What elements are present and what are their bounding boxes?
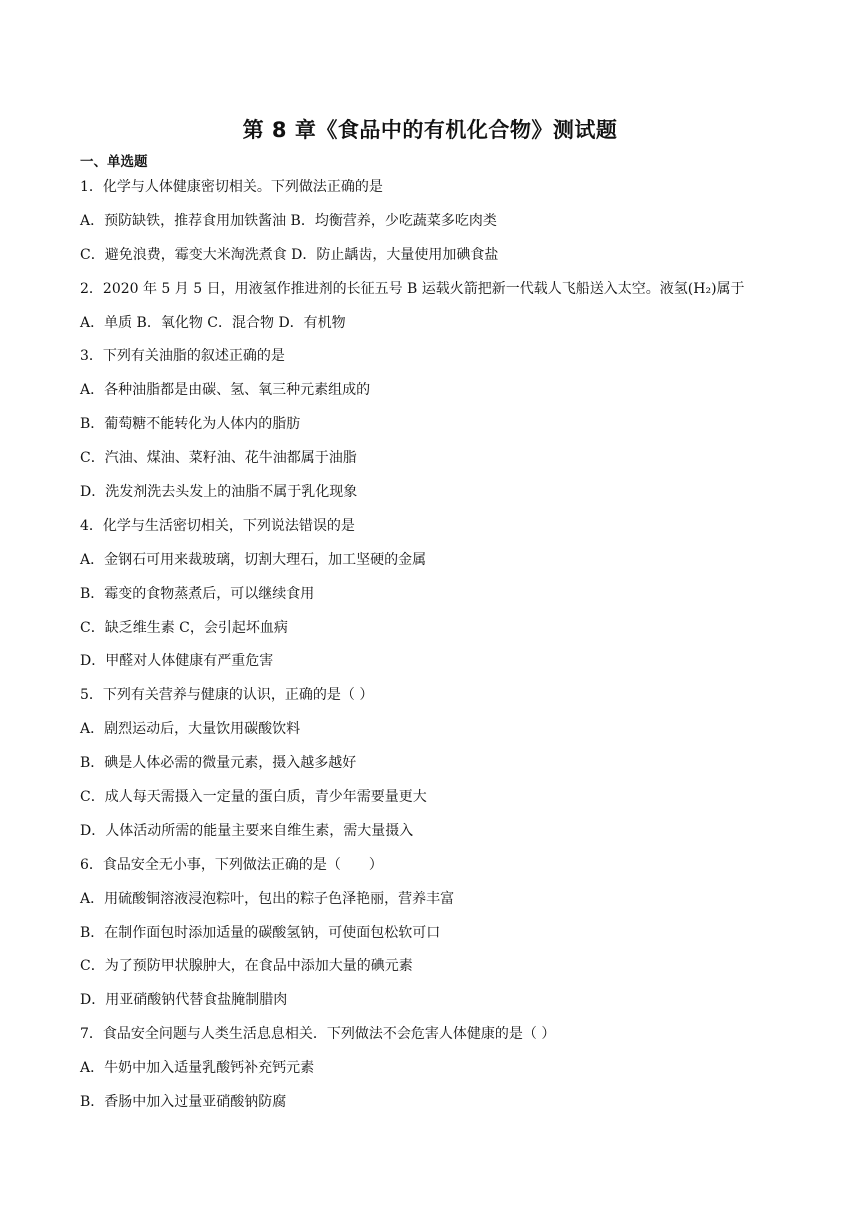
question-stem: 3．下列有关油脂的叙述正确的是: [80, 348, 285, 365]
answer-option: C．为了预防甲状腺肿大，在食品中添加大量的碘元素: [80, 958, 413, 975]
question-list: [80, 176, 780, 1125]
answer-option: A．单质 B．氧化物 C．混合物 D．有机物: [80, 314, 346, 331]
answer-option: C．缺乏维生素 C，会引起坏血病: [80, 619, 288, 636]
question-stem: 4．化学与生活密切相关，下列说法错误的是: [80, 517, 355, 534]
answer-option: A．牛奶中加入适量乳酸钙补充钙元素: [80, 1060, 315, 1077]
question-stem: 5．下列有关营养与健康的认识，正确的是（ ）: [80, 687, 374, 704]
answer-option: B．霉变的食物蒸煮后，可以继续食用: [80, 585, 315, 602]
answer-option: A．用硫酸铜溶液浸泡粽叶，包出的粽子色泽艳丽，营养丰富: [80, 890, 455, 907]
answer-option: A．剧烈运动后，大量饮用碳酸饮料: [80, 721, 301, 738]
answer-option: D．洗发剂洗去头发上的油脂不属于乳化现象: [80, 484, 358, 501]
section-heading: 一、单选题: [80, 154, 148, 170]
page-title: 第 8 章《食品中的有机化合物》测试题: [242, 118, 618, 142]
answer-option: B．葡萄糖不能转化为人体内的脂肪: [80, 416, 301, 433]
answer-option: C．避免浪费，霉变大米淘洗煮食 D．防止龋齿，大量使用加碘食盐: [80, 246, 499, 263]
answer-option: B．碘是人体必需的微量元素，摄入越多越好: [80, 755, 357, 772]
question-stem: 6．食品安全无小事，下列做法正确的是（ ）: [80, 856, 383, 873]
answer-option: D．人体活动所需的能量主要来自维生素，需大量摄入: [80, 822, 414, 839]
answer-option: A．金钢石可用来裁玻璃，切割大理石，加工坚硬的金属: [80, 551, 427, 568]
answer-option: C．成人每天需摄入一定量的蛋白质，青少年需要量更大: [80, 789, 427, 806]
answer-option: B．香肠中加入过量亚硝酸钠防腐: [80, 1094, 287, 1111]
answer-option: D．甲醛对人体健康有严重危害: [80, 653, 274, 670]
answer-option: A．预防缺铁，推荐食用加铁酱油 B．均衡营养，少吃蔬菜多吃肉类: [80, 212, 497, 229]
question-stem: 7．食品安全问题与人类生活息息相关．下列做法不会危害人体健康的是（ ）: [80, 1026, 556, 1043]
answer-option: D．用亚硝酸钠代替食盐腌制腊肉: [80, 992, 288, 1009]
question-stem: 1．化学与人体健康密切相关。下列做法正确的是: [80, 179, 383, 195]
question-stem: 2．2020 年 5 月 5 日，用液氢作推进剂的长征五号 B 运载火箭把新一代载人飞船送入太空。液氢(H₂)属于: [80, 280, 745, 297]
answer-option: C．汽油、煤油、菜籽油、花牛油都属于油脂: [80, 450, 357, 467]
answer-option: A．各种油脂都是由碳、氢、氧三种元素组成的: [80, 382, 371, 399]
answer-option: B．在制作面包时添加适量的碳酸氢钠，可使面包松软可口: [80, 924, 441, 941]
